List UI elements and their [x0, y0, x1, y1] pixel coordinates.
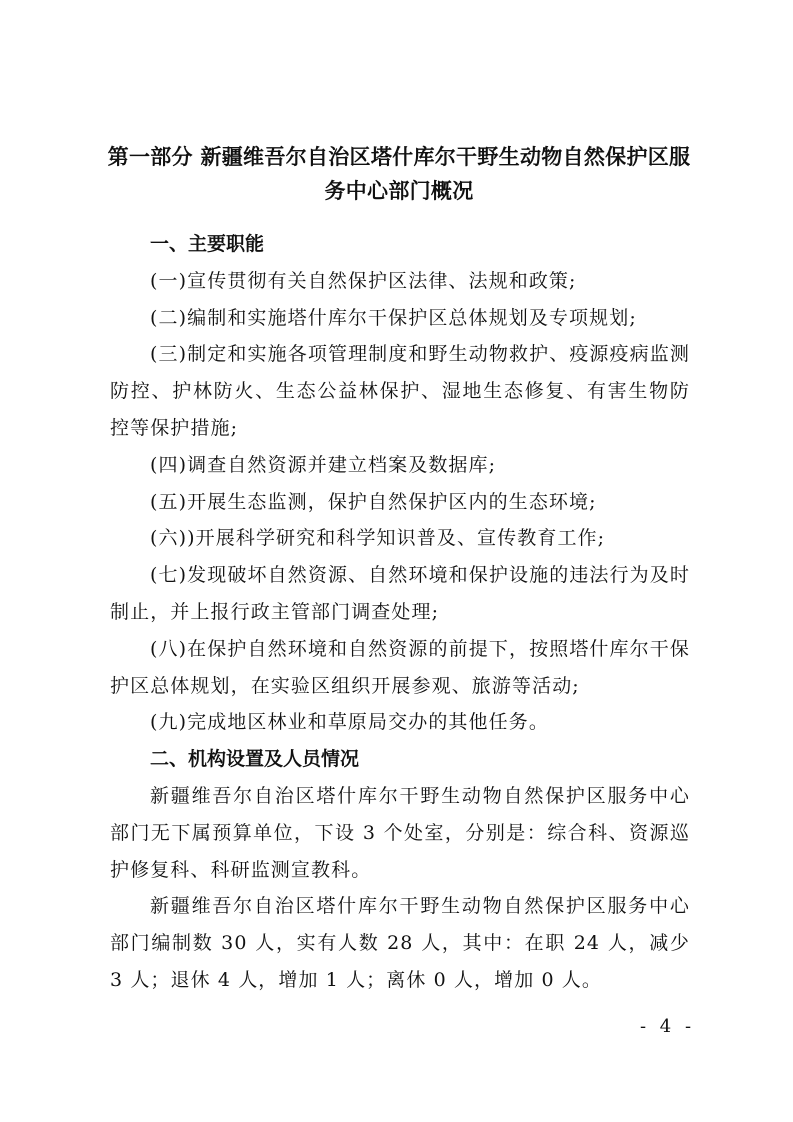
function-item-3: (三)制定和实施各项管理制度和野生动物救护、疫源疫病监测防控、护林防火、生态公益林保护、湿地生态修复、有害生物防控等保护措施; [110, 343, 690, 439]
function-item-7: (七)发现破坏自然资源、自然环境和保护设施的违法行为及时制止，并上报行政主管部门调查处理; [110, 564, 690, 623]
page-title [96, 140, 702, 208]
page-number: - 4 - [640, 1016, 696, 1037]
title-line-2: 务中心部门概况 [324, 179, 474, 203]
function-item-6: (六))开展科学研究和科学知识普及、宣传教育工作; [150, 527, 606, 550]
document-body [110, 226, 690, 999]
function-item-4: (四)调查自然资源并建立档案及数据库; [150, 453, 497, 476]
function-item-1: (一)宣传贯彻有关自然保护区法律、法规和政策; [150, 269, 577, 292]
function-item-5: (五)开展生态监测，保护自然保护区内的生态环境; [150, 490, 597, 513]
staffing-paragraph: 新疆维吾尔自治区塔什库尔干野生动物自然保护区服务中心部门编制数 30 人，实有人数 28 人，其中：在职 24 人，减少 3 人；退休 4 人，增加 1 人；离休 0 人，增加 0 人。 [110, 895, 690, 991]
function-item-2: (二)编制和实施塔什库尔干保护区总体规划及专项规划; [150, 306, 637, 329]
function-item-9: (九)完成地区林业和草原局交办的其他任务。 [150, 711, 549, 734]
organization-paragraph: 新疆维吾尔自治区塔什库尔干野生动物自然保护区服务中心部门无下属预算单位，下设 3 个处室，分别是：综合科、资源巡护修复科、科研监测宣教科。 [110, 784, 690, 881]
section-heading-organization: 二、机构设置及人员情况 [150, 748, 360, 771]
title-line-1: 第一部分 新疆维吾尔自治区塔什库尔干野生动物自然保护区服 [107, 145, 691, 169]
function-item-8: (八)在保护自然环境和自然资源的前提下，按照塔什库尔干保护区总体规划，在实验区组织开展参观、旅游等活动; [110, 637, 690, 697]
section-heading-main-functions: 一、主要职能 [150, 233, 265, 255]
